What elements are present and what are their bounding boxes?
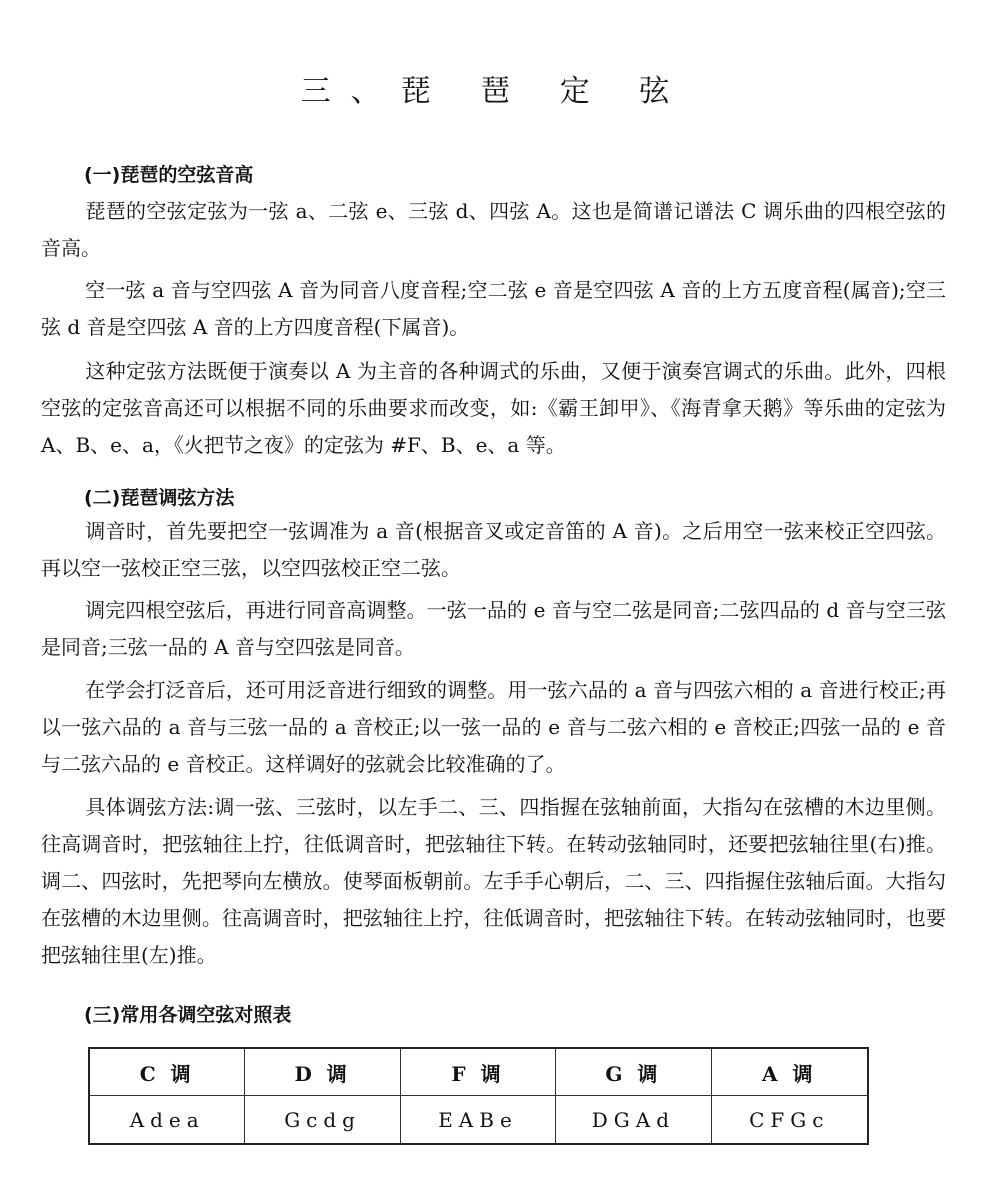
table-cell: Adea [90, 1096, 245, 1143]
section-heading-1: (一)琵琶的空弦音高 [84, 164, 254, 186]
paragraph: 调完四根空弦后，再进行同音高调整。一弦一品的 e 音与空二弦是同音;二弦四品的 d 音与空三弦是同音;三弦一品的 A 音与空四弦是同音。 [41, 598, 946, 659]
section-heading-2: (二)琵琶调弦方法 [84, 487, 235, 509]
section-heading-3: (三)常用各调空弦对照表 [84, 1004, 292, 1026]
table-cell: CFGc [749, 1107, 830, 1132]
paragraph: 空一弦 a 音与空四弦 A 音为同音八度音程;空二弦 e 音是空四弦 A 音的上方五度音程(属音);空三弦 d 音是空四弦 A 音的上方四度音程(下属音)。 [41, 278, 946, 339]
page-title: 三、琵 琶 定 弦 [300, 74, 690, 109]
paragraph: 琵琶的空弦定弦为一弦 a、二弦 e、三弦 d、四弦 A。这也是简谱记谱法 C 调乐曲的四根空弦的音高。 [41, 199, 946, 260]
paragraph: 具体调弦方法:调一弦、三弦时，以左手二、三、四指握在弦轴前面，大指勾在弦槽的木边里侧。往高调音时，把弦轴往上拧，往低调音时，把弦轴往下转。在转动弦轴同时，还要把弦轴往里(右)推。调二、四弦时，先把琴向左横放。使琴面板朝前。左手手心朝后，二、三、四指握住弦轴后面。大指勾在弦槽的木边里侧。往高调音时，把弦轴往上拧，往低调音时，把弦轴往下转。在转动弦轴同时，也要把弦轴往里(左)推。 [41, 795, 946, 967]
table-cell: EABe [401, 1096, 556, 1143]
string-tuning-table [88, 1047, 869, 1145]
table-header-cell: G 调 [556, 1049, 711, 1096]
paragraph: 在学会打泛音后，还可用泛音进行细致的调整。用一弦六品的 a 音与四弦六相的 a 音进行校正;再以一弦六品的 a 音与三弦一品的 a 音校正;以一弦一品的 e 音与二弦六相的 e 音校正;四弦一品的 e 音与二弦六品的 e 音校正。这样调好的弦就会比较准确的了。 [41, 678, 946, 776]
table-header-cell: F 调 [401, 1049, 556, 1096]
table-header-cell: A 调 [712, 1049, 867, 1096]
paragraph: 这种定弦方法既便于演奏以 A 为主音的各种调式的乐曲，又便于演奏宫调式的乐曲。此外，四根空弦的定弦音高还可以根据不同的乐曲要求而改变，如:《霸王卸甲》、《海青拿天鹅》等乐曲的定弦为 A、B、e、a，《火把节之夜》的定弦为 #F、B、e、a 等。 [41, 359, 946, 457]
table-cell: DGAd [556, 1096, 711, 1143]
paragraph: 调音时，首先要把空一弦调准为 a 音(根据音叉或定音笛的 A 音)。之后用空一弦来校正空四弦。再以空一弦校正空三弦，以空四弦校正空二弦。 [41, 519, 946, 580]
table-header-cell: D 调 [245, 1049, 400, 1096]
table-header-cell: C 调 [90, 1049, 245, 1096]
table-cell: Gcdg [245, 1096, 400, 1143]
